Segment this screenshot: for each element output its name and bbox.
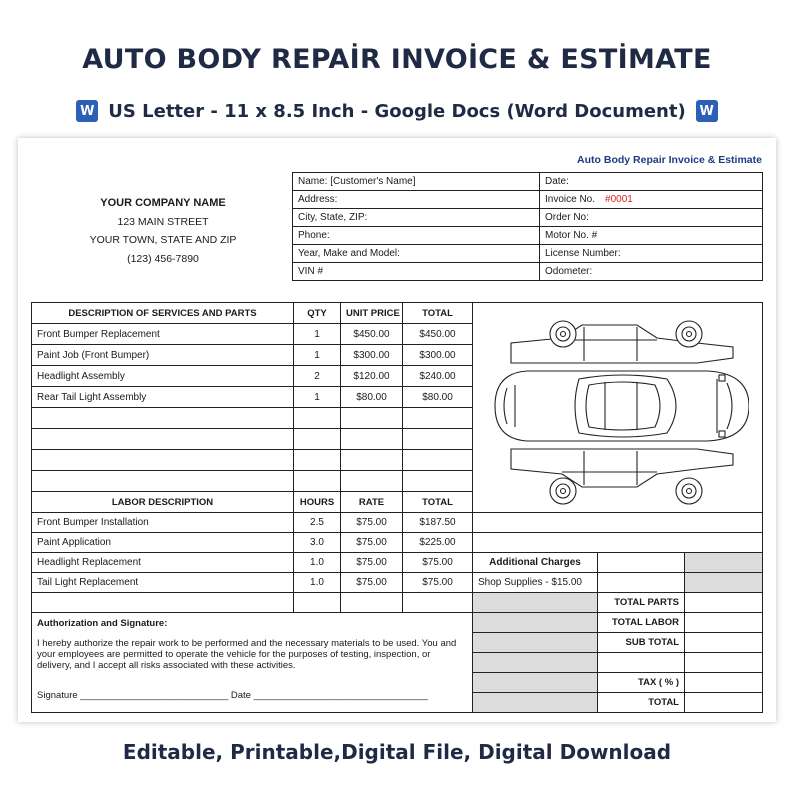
part-qty-cell[interactable]: 1 <box>294 387 341 408</box>
part-qty-cell[interactable] <box>294 408 341 429</box>
part-qty-cell[interactable] <box>294 471 341 492</box>
part-total-cell[interactable]: $80.00 <box>403 387 473 408</box>
labor-total-cell[interactable]: $187.50 <box>403 513 473 533</box>
part-unit-price-cell[interactable]: $300.00 <box>341 345 403 366</box>
totals-blank-cell <box>473 593 598 613</box>
totals-blank-cell <box>473 673 598 693</box>
table-row <box>32 513 763 533</box>
signature-line[interactable]: Signature ____________________________ Date _________________________________ <box>37 690 428 701</box>
city-state-zip-field[interactable]: City, State, ZIP: <box>293 209 540 227</box>
parts-total-header: TOTAL <box>403 303 473 324</box>
totals-spacer-value[interactable] <box>685 653 763 673</box>
parts-unit-price-header: UNIT PRICE <box>341 303 403 324</box>
car-diagram-svg <box>487 303 749 509</box>
notes-cell[interactable] <box>473 533 763 553</box>
labor-description-cell[interactable] <box>32 593 294 613</box>
vehicle-field[interactable]: Year, Make and Model: <box>293 245 540 263</box>
labor-hours-cell[interactable]: 1.0 <box>294 573 341 593</box>
info-row <box>293 191 763 209</box>
address-field[interactable]: Address: <box>293 191 540 209</box>
totals-blank-cell <box>473 613 598 633</box>
part-total-cell[interactable] <box>403 471 473 492</box>
tax-label: TAX ( % ) <box>598 673 685 693</box>
part-description-cell[interactable]: Headlight Assembly <box>32 366 294 387</box>
part-unit-price-cell[interactable] <box>341 471 403 492</box>
part-description-cell[interactable] <box>32 471 294 492</box>
invoice-document <box>18 138 776 722</box>
company-street: 123 MAIN STREET <box>117 215 209 228</box>
table-row <box>32 573 763 593</box>
labor-rate-cell[interactable]: $75.00 <box>341 513 403 533</box>
footer-tagline: Editable, Printable,Digital File, Digital Download <box>122 740 672 764</box>
totals-spacer-label <box>598 653 685 673</box>
part-unit-price-cell[interactable]: $450.00 <box>341 324 403 345</box>
date-field[interactable]: Date: <box>540 173 763 191</box>
part-description-cell[interactable]: Rear Tail Light Assembly <box>32 387 294 408</box>
total-labor-label: TOTAL LABOR <box>598 613 685 633</box>
info-row <box>293 263 763 281</box>
sub-total-label: SUB TOTAL <box>598 633 685 653</box>
labor-rate-cell[interactable]: $75.00 <box>341 553 403 573</box>
labor-total-header: TOTAL <box>403 492 473 513</box>
odometer-field[interactable]: Odometer: <box>540 263 763 281</box>
part-unit-price-cell[interactable]: $120.00 <box>341 366 403 387</box>
labor-total-cell[interactable] <box>403 593 473 613</box>
part-description-cell[interactable] <box>32 429 294 450</box>
part-description-cell[interactable] <box>32 408 294 429</box>
additional-charge-amount[interactable] <box>685 573 763 593</box>
part-unit-price-cell[interactable] <box>341 408 403 429</box>
authorization-title: Authorization and Signature: <box>37 618 168 629</box>
parts-header-row <box>32 303 763 324</box>
totals-blank-cell <box>473 633 598 653</box>
invoice-number-field[interactable] <box>540 191 763 209</box>
additional-charges-amount[interactable] <box>685 553 763 573</box>
labor-hours-header: HOURS <box>294 492 341 513</box>
notes-cell[interactable] <box>473 513 763 533</box>
motor-number-field[interactable]: Motor No. # <box>540 227 763 245</box>
car-top-view <box>495 371 749 441</box>
info-row <box>293 227 763 245</box>
labor-total-cell[interactable]: $225.00 <box>403 533 473 553</box>
table-row <box>32 533 763 553</box>
company-city: YOUR TOWN, STATE AND ZIP <box>89 234 237 246</box>
totals-blank-cell <box>473 693 598 713</box>
part-total-cell[interactable] <box>403 450 473 471</box>
labor-rate-header: RATE <box>341 492 403 513</box>
additional-charges-label: Additional Charges <box>473 553 598 573</box>
labor-rate-cell[interactable] <box>341 593 403 613</box>
info-row <box>293 173 763 191</box>
order-number-field[interactable]: Order No: <box>540 209 763 227</box>
authorization-row <box>32 613 763 633</box>
labor-hours-cell[interactable] <box>294 593 341 613</box>
invoice-table <box>31 302 763 713</box>
info-row <box>293 209 763 227</box>
part-description-cell[interactable] <box>32 450 294 471</box>
labor-description-cell[interactable]: Tail Light Replacement <box>32 573 294 593</box>
invoice-number-value: #0001 <box>605 194 633 205</box>
part-unit-price-cell[interactable] <box>341 429 403 450</box>
total-labor-value[interactable] <box>685 613 763 633</box>
tax-value[interactable] <box>685 673 763 693</box>
total-parts-label: TOTAL PARTS <box>598 593 685 613</box>
part-total-cell[interactable]: $450.00 <box>403 324 473 345</box>
part-total-cell[interactable] <box>403 408 473 429</box>
vin-field[interactable]: VIN # <box>293 263 540 281</box>
document-title: Auto Body Repair Invoice & Estimate <box>577 154 762 166</box>
part-unit-price-cell[interactable]: $80.00 <box>341 387 403 408</box>
part-qty-cell[interactable]: 2 <box>294 366 341 387</box>
company-name: YOUR COMPANY NAME <box>100 197 226 209</box>
labor-total-cell[interactable]: $75.00 <box>403 573 473 593</box>
authorization-text: I hereby authorize the repair work to be performed and the necessary materials to be used. You and your employees are permitted to operate the vehicle for the purposes of testing, inspection, or delivery, and I accept all risks associated with these activities. <box>37 638 457 671</box>
additional-charges-blank[interactable] <box>598 553 685 573</box>
labor-description-header: LABOR DESCRIPTION <box>32 492 294 513</box>
labor-total-cell[interactable]: $75.00 <box>403 553 473 573</box>
parts-description-header: DESCRIPTION OF SERVICES AND PARTS <box>32 303 294 324</box>
company-phone: (123) 456-7890 <box>127 252 199 265</box>
subtitle-row <box>0 100 794 122</box>
part-unit-price-cell[interactable] <box>341 450 403 471</box>
subtitle-text: US Letter - 11 x 8.5 Inch - Google Docs (Word Document) <box>108 100 686 122</box>
invoice-number-label: Invoice No. <box>545 194 596 205</box>
labor-description-cell[interactable]: Headlight Replacement <box>32 553 294 573</box>
authorization-block <box>32 613 473 713</box>
labor-description-cell[interactable]: Paint Application <box>32 533 294 553</box>
part-qty-cell[interactable]: 1 <box>294 345 341 366</box>
grand-total-value[interactable] <box>685 693 763 713</box>
additional-charge-item[interactable]: Shop Supplies - $15.00 <box>473 573 598 593</box>
grand-total-label: TOTAL <box>598 693 685 713</box>
customer-name-field[interactable]: Name: [Customer's Name] <box>293 173 540 191</box>
part-description-cell[interactable]: Front Bumper Replacement <box>32 324 294 345</box>
labor-hours-cell[interactable]: 2.5 <box>294 513 341 533</box>
part-qty-cell[interactable]: 1 <box>294 324 341 345</box>
page-heading: AUTO BODY REPAİR INVOİCE & ESTİMATE <box>82 44 712 75</box>
part-qty-cell[interactable] <box>294 429 341 450</box>
part-qty-cell[interactable] <box>294 450 341 471</box>
labor-rate-cell[interactable]: $75.00 <box>341 573 403 593</box>
license-number-field[interactable]: License Number: <box>540 245 763 263</box>
part-total-cell[interactable]: $300.00 <box>403 345 473 366</box>
labor-description-cell[interactable]: Front Bumper Installation <box>32 513 294 533</box>
labor-hours-cell[interactable]: 3.0 <box>294 533 341 553</box>
sub-total-value[interactable] <box>685 633 763 653</box>
table-row <box>32 553 763 573</box>
word-document-icon: W <box>696 100 718 122</box>
table-row <box>32 593 763 613</box>
info-row <box>293 245 763 263</box>
part-total-cell[interactable] <box>403 429 473 450</box>
company-block <box>38 194 288 268</box>
word-document-icon: W <box>76 100 98 122</box>
car-side-view-top <box>511 321 733 363</box>
customer-info-table <box>292 172 763 281</box>
additional-charge-blank[interactable] <box>598 573 685 593</box>
totals-blank-cell <box>473 653 598 673</box>
parts-qty-header: QTY <box>294 303 341 324</box>
labor-rate-cell[interactable]: $75.00 <box>341 533 403 553</box>
phone-field[interactable]: Phone: <box>293 227 540 245</box>
part-total-cell[interactable]: $240.00 <box>403 366 473 387</box>
vehicle-damage-diagram[interactable] <box>473 303 763 513</box>
labor-hours-cell[interactable]: 1.0 <box>294 553 341 573</box>
car-side-view-bottom <box>511 449 733 504</box>
part-description-cell[interactable]: Paint Job (Front Bumper) <box>32 345 294 366</box>
total-parts-value[interactable] <box>685 593 763 613</box>
